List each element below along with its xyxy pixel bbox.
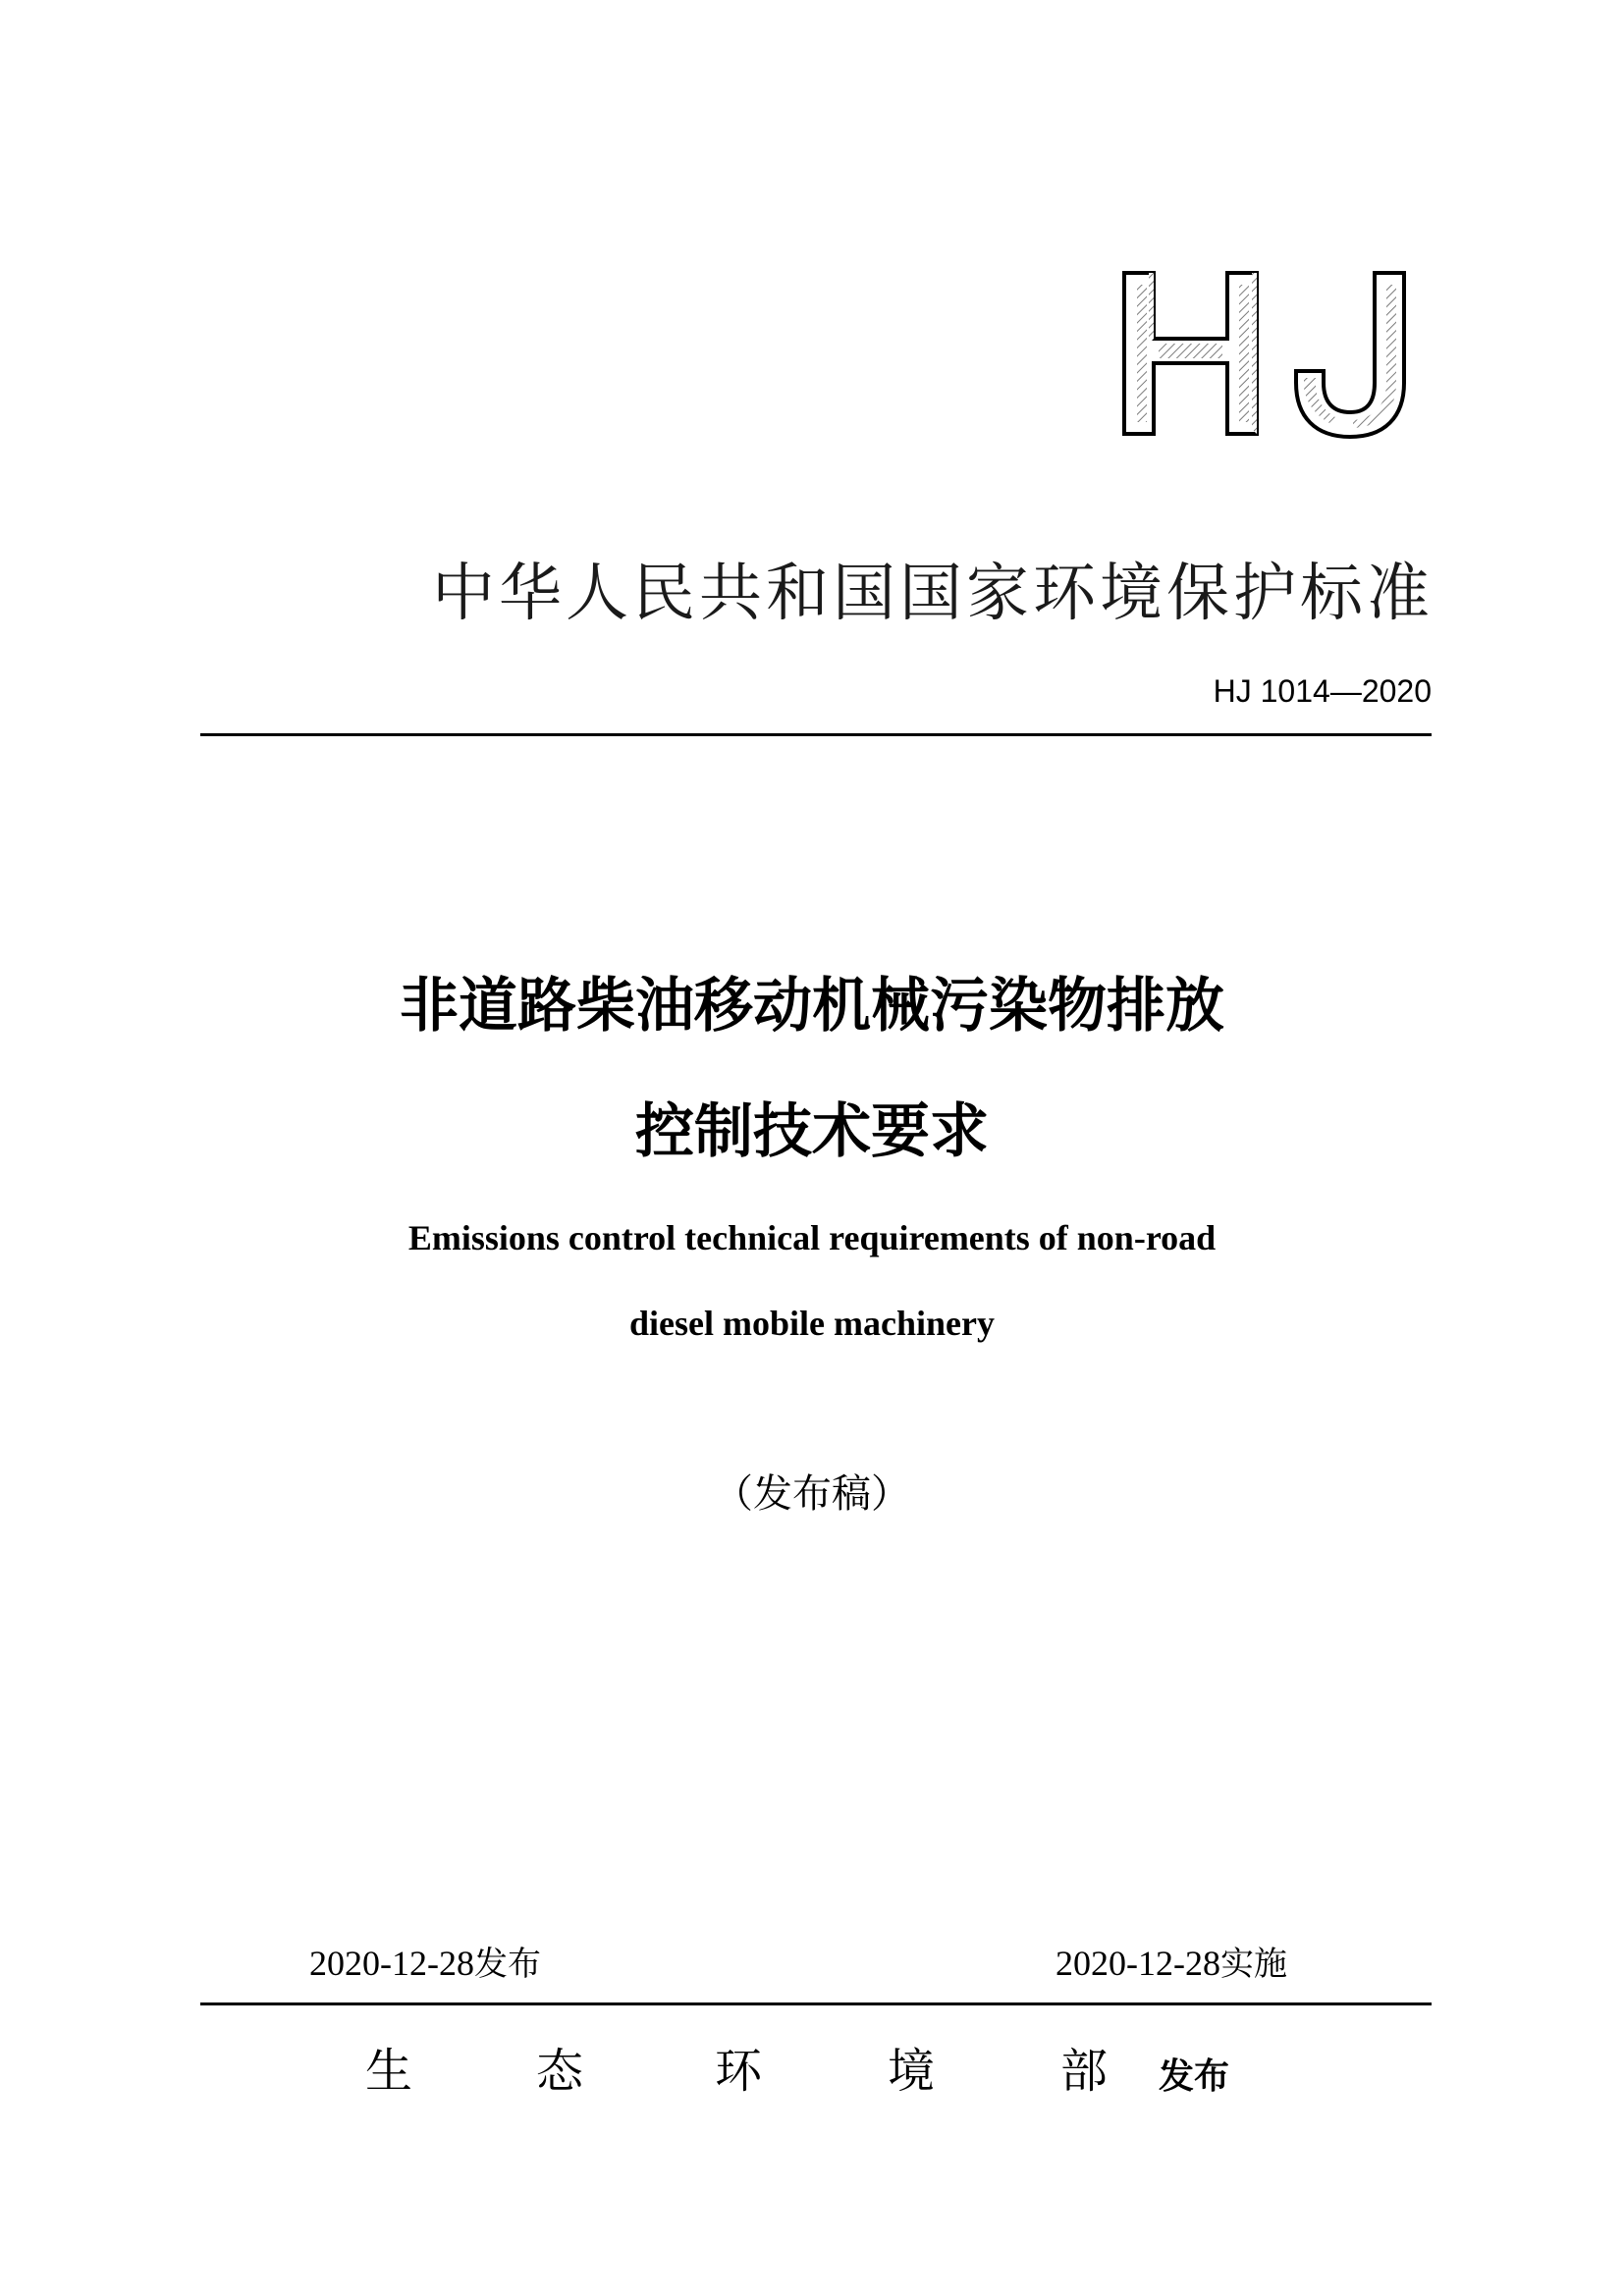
title-cn-line2: 控制技术要求 [635, 1097, 989, 1166]
footer-divider [200, 2002, 1432, 2005]
issuer-char: 生 [365, 2044, 413, 2099]
issuer-char: 态 [536, 2044, 584, 2099]
draft-label: （发布稿） [714, 1471, 910, 1517]
issuer-char: 环 [715, 2044, 763, 2099]
issuer-suffix: 发布 [1159, 2056, 1230, 2097]
issue-label: 发布 [473, 1945, 541, 1984]
implement-label: 实施 [1219, 1945, 1287, 1984]
issuer [0, 2032, 1624, 2110]
issue-date: 2020-12-28 [309, 1944, 474, 1983]
standard-number: HJ 1014—2020 [1213, 673, 1432, 709]
hj-logo [1119, 265, 1414, 442]
header-divider [200, 733, 1432, 736]
issuer-char: 部 [1060, 2044, 1109, 2099]
standard-name: 中华人民共和国国家环境保护标准 [432, 558, 1434, 630]
title-cn-line1: 非道路柴油移动机械污染物排放 [400, 972, 1224, 1041]
implement-date: 2020-12-28 [1056, 1944, 1220, 1983]
logo-letter-h [1124, 273, 1257, 434]
issue-date-block [309, 1939, 541, 1989]
implement-date-block [1056, 1939, 1287, 1989]
title-en-line2: diesel mobile machinery [629, 1304, 995, 1343]
issuer-char: 境 [888, 2044, 936, 2099]
logo-letter-j [1296, 273, 1404, 437]
title-en-line1: Emissions control technical requirements of non-road [407, 1218, 1217, 1257]
